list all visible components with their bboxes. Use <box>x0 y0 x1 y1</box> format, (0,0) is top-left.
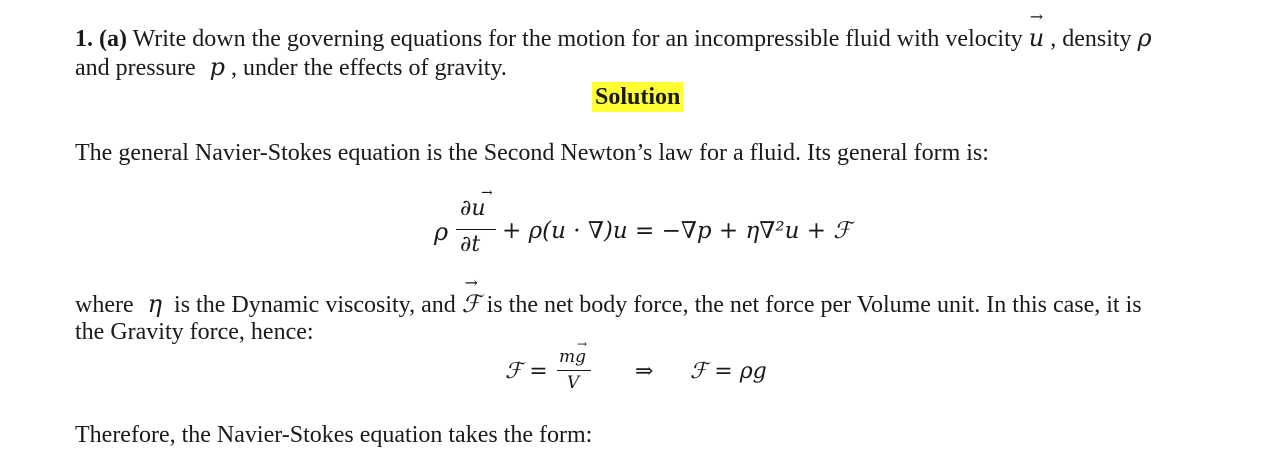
eq1-denominator: ∂t <box>460 232 481 257</box>
solution-heading: Solution <box>592 82 683 112</box>
where-text: where <box>75 292 134 318</box>
gravity-text: , under the effects of gravity. <box>231 55 507 81</box>
intro-text: The general Navier-Stokes equation is the Second Newton’s law for a fluid. Its general form is: <box>75 140 989 166</box>
question-part: (a) <box>99 26 127 52</box>
question-line-1 <box>75 7 1152 53</box>
eq1-num-arrow: → <box>481 185 493 201</box>
body-force-text: is the net body force, the net force per Volume unit. In this case, it is <box>486 292 1142 318</box>
gravity-force-equation <box>505 337 785 395</box>
force-symbol: → ℱ <box>461 273 481 318</box>
density-text: , density <box>1050 26 1132 52</box>
explanation-line-2: the Gravity force, hence: <box>75 319 314 345</box>
eq2-rhs: ℱ = ρg <box>690 359 767 384</box>
eq2-fraction-bar <box>557 370 591 371</box>
density-symbol: ρ <box>1137 24 1152 52</box>
viscosity-text: is the Dynamic viscosity, and <box>174 292 456 318</box>
implies-symbol: ⇒ <box>635 359 654 384</box>
eq1-rho: ρ <box>434 218 449 246</box>
eq2-num-arrow: → <box>577 337 588 351</box>
question-line-2 <box>75 53 507 82</box>
eta-symbol: η <box>147 290 163 318</box>
conclusion-text: Therefore, the Navier-Stokes equation takes the form: <box>75 422 593 448</box>
pressure-symbol: p <box>209 53 225 81</box>
eq2-denominator: V <box>567 373 580 393</box>
explanation-line-1 <box>75 273 1142 319</box>
pressure-text: and pressure <box>75 55 196 81</box>
eq2-numerator: mg <box>559 347 587 367</box>
velocity-symbol: → u <box>1028 7 1045 52</box>
question-text: Write down the governing equations for the motion for an incompressible fluid with velocity <box>132 26 1023 52</box>
eq1-rest: + ρ(u · ∇)u = −∇p + η∇²u + ℱ <box>502 218 852 244</box>
eq2-lhs: ℱ = <box>505 359 548 384</box>
eq1-numerator: ∂u <box>460 196 486 221</box>
question-number: 1. <box>75 26 93 52</box>
eq1-fraction-bar <box>456 229 496 230</box>
